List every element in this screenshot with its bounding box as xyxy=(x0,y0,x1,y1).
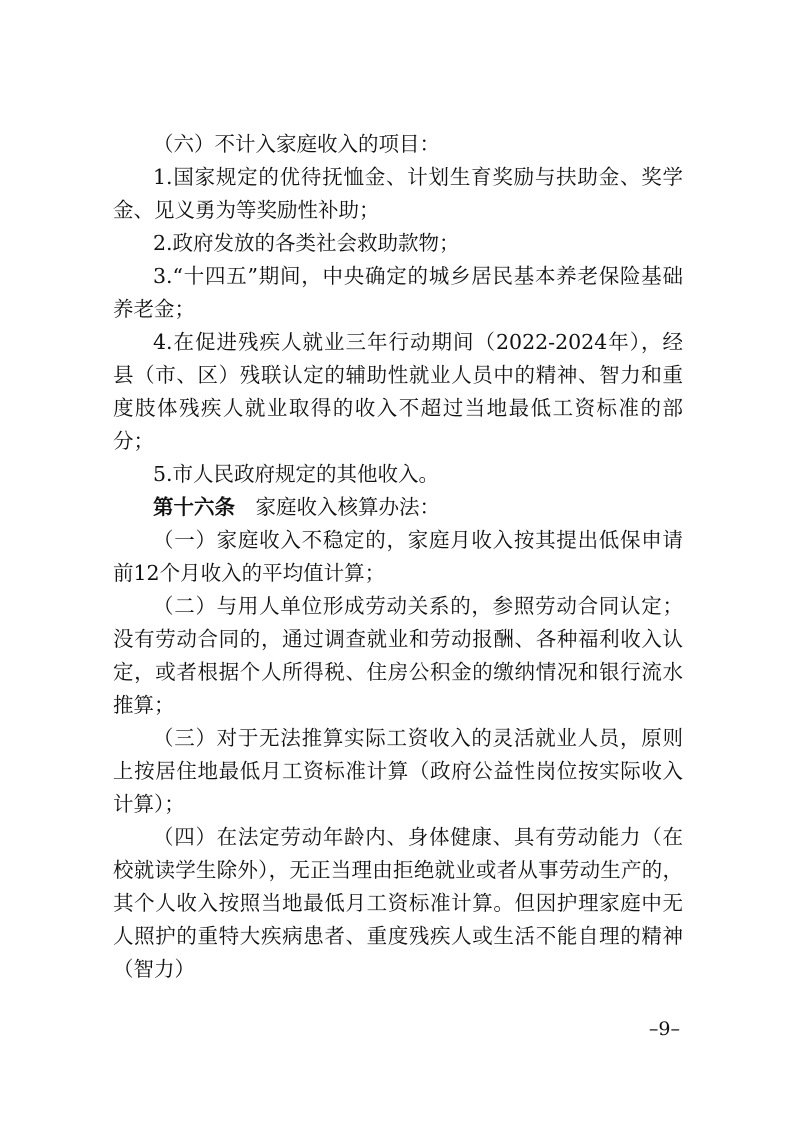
article-16 xyxy=(113,491,683,524)
paragraph-subitem-2: 2.政府发放的各类社会救助款物； xyxy=(153,231,460,255)
paragraph-item-6: （六）不计入家庭收入的项目： xyxy=(153,132,440,156)
paragraph-subitem-5: 5.市人民政府规定的其他收入。 xyxy=(153,462,440,486)
paragraph-item-4: （四）在法定劳动年龄内、身体健康、具有劳动能力（在校就读学生除外），无正当理由拒绝就业或者从事劳动生产的，其个人收入按照当地最低月工资标准计算。但因护理家庭中无人照护的重特大疾病患者、重度残疾人或生活不能自理的精神（智力） xyxy=(113,825,683,981)
page-number: –9– xyxy=(648,1018,680,1040)
article-16-text: 家庭收入核算办法： xyxy=(255,495,440,519)
paragraph-subitem-3: 3.“十四五”期间，中央确定的城乡居民基本养老保险基础养老金； xyxy=(113,264,683,321)
article-gap xyxy=(235,495,256,519)
article-16-heading: 第十六条 xyxy=(153,495,235,519)
paragraph-subitem-4: 4.在促进残疾人就业三年行动期间（2022-2024年），经县（市、区）残联认定的辅助性就业人员中的精神、智力和重度肢体残疾人就业取得的收入不超过当地最低工资标准的部分； xyxy=(113,330,683,453)
paragraph-item-1: （一）家庭收入不稳定的，家庭月收入按其提出低保申请前12个月收入的平均值计算； xyxy=(113,528,683,585)
paragraph-item-3: （三）对于无法推算实际工资收入的灵活就业人员，原则上按居住地最低月工资标准计算（政府公益性岗位按实际收入计算）； xyxy=(113,726,683,816)
document-body xyxy=(113,128,683,986)
paragraph-item-2: （二）与用人单位形成劳动关系的，参照劳动合同认定；没有劳动合同的，通过调查就业和劳动报酬、各种福利收入认定，或者根据个人所得税、住房公积金的缴纳情况和银行流水推算； xyxy=(113,594,683,717)
paragraph-subitem-1: 1.国家规定的优待抚恤金、计划生育奖励与扶助金、奖学金、见义勇为等奖励性补助； xyxy=(113,165,683,222)
